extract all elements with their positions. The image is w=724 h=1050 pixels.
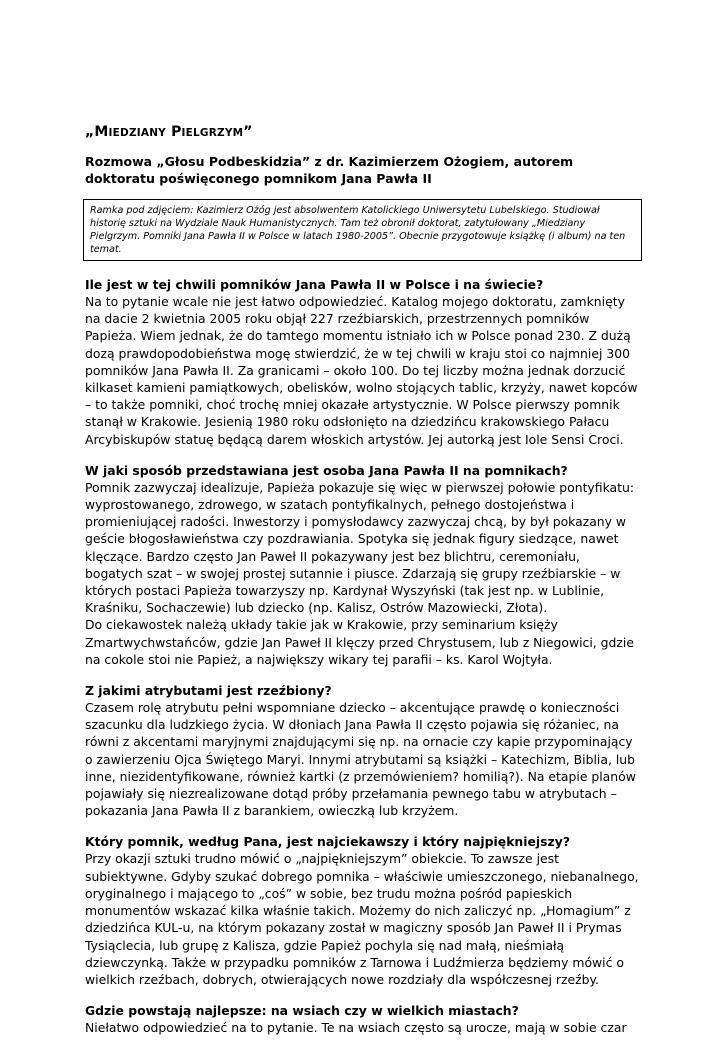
answer-paragraph: Pomnik zazwyczaj idealizuje, Papieża pokazuje się więc w pierwszej połowie pontyfikatu: wyprostowanego, zdrowego, w szatach pontyfikalnych, pełnego dostojeństwa i promieniującej radości. Inwestorzy i pomysłodawcy zazwyczaj chcą, by był pokazany w geście błogosławieństwa czy pozdrawiania. Spotyka się jednak figury siedzące, nawet klęczące. Bardzo często Jan Paweł II pokazywany jest bez blichtru, ceremoniału, bogatych szat – w swojej prostej sutannie i piusce. Zdarzają się grupy rzeźbiarskie – w których postaci Papieża towarzyszy np. Kardynał Wyszyński (tak jest np. w Lublinie, Kraśniku, Sochaczewie) lub dziecko (np. Kalisz, Ostrów Mazowiecki, Złota). <box>85 479 635 616</box>
answer-paragraph: Do ciekawostek należą układy takie jak w Krakowie, przy seminarium księży Zmartwychwstańców, gdzie Jan Paweł II klęczy przed Chrystusem, lub z Niegowici, gdzie na cokole stoi nie Papież, a największy wikary tej parafii – ks. Karol Wojtyła. <box>85 617 634 667</box>
photo-caption-box: Ramka pod zdjęciem: Kazimierz Ożóg jest absolwentem Katolickiego Uniwersytetu Lubelskiego. Studiował historię sztuki na Wydziale Nauk Humanistycznych. Tam też obronił doktorat, zatytułowany „Miedziany Pielgrzym. Pomniki Jana Pawła II w Polsce w latach 1980-2005”. Obecnie przygotowuje książkę (i album) na ten temat. <box>83 199 642 261</box>
question: Ile jest w tej chwili pomników Jana Pawła II w Polsce i na świecie? <box>85 277 544 292</box>
question: Z jakimi atrybutami jest rzeźbiony? <box>85 683 332 699</box>
article-subtitle: Rozmowa „Głosu Podbeskidzia” z dr. Kazimierzem Ożogiem, autorem doktoratu poświęconego pomnikom Jana Pawła II <box>85 154 574 186</box>
title-open-quote: „ <box>85 124 95 140</box>
article <box>85 124 640 1050</box>
title-word1-rest: IEDZIANY <box>108 127 166 139</box>
answer-paragraph: Niełatwo odpowiedzieć na to pytanie. Te na wsiach często są urocze, mają w sobie czar <box>85 1020 627 1036</box>
question: W jaki sposób przedstawiana jest osoba Jana Pawła II na pomnikach? <box>85 462 568 478</box>
article-title <box>85 124 640 140</box>
qa-section-2 <box>85 462 640 668</box>
title-word1-initial: M <box>94 124 109 140</box>
answer-paragraph: Przy okazji sztuki trudno mówić o „najpiękniejszym” obiekcie. To zawsze jest subiektywne. Gdyby szukać dobrego pomnika – właściwie umieszczonego, niebanalnego, oryginalnego i mającego to „coś” w sobie, bez trudu można pośród papieskich monumentów wskazać kilka właśnie takich. Możemy do nich zaliczyć np. „Homagium” z dziedzińca KUL-u, na którym pokazany został w magiczny sposób Jan Paweł II i Prymas Tysiąclecia, lub grupę z Kalisza, gdzie Papież pochyla się nad małą, nieśmiałą dziewczynką. Także w przypadku pomników z Tarnowa i Ludźmierza będziemy mówić o wielkich rzeźbach, dobrych, otwierających nowe rozdziały dla współczesnej rzeźby. <box>85 851 639 987</box>
answer-paragraph: Na to pytanie wcale nie jest łatwo odpowiedzieć. Katalog mojego doktoratu, zamknięty na dacie 2 kwietnia 2005 roku objął 227 rzeźbiarskich, przestrzennych pomników Papieża. Wiem jednak, że do tamtego momentu istniało ich w Polsce ponad 230. Z dużą dozą prawdopodobieństwa mogę stwierdzić, że w tej chwili w kraju stoi co najmniej 300 pomników Jana Pawła II. Za granicami – około 100. Do tej liczby można jednak dorzucić kilkaset kamieni pamiątkowych, obelisków, wolno stojących tablic, krzyży, nawet kopców – to także pomniki, choć trochę mniej okazałe artystycznie. W Polsce pierwszy pomnik stanął w Krakowie. Jesienią 1980 roku odsłonięto na dziedzińcu krakowskiego Pałacu Arcybiskupów statuę będącą darem włoskich artystów. Jej autorką jest Iole Sensi Croci. <box>85 294 638 447</box>
title-word2-rest: IELGRZYM <box>181 127 244 139</box>
question: Gdzie powstają najlepsze: na wsiach czy w wielkich miastach? <box>85 1003 519 1019</box>
title-word2-initial: P <box>171 124 182 140</box>
answer-paragraph: Czasem rolę atrybutu pełni wspomniane dziecko – akcentujące prawdę o konieczności szacunku dla ludzkiego życia. W dłoniach Jana Pawła II często pojawia się różaniec, na równi z akcentami maryjnymi znajdującymi się np. na ornacie czy kapie przypominający o zawierzeniu Ojca Świętego Maryi. Innymi atrybutami są książki – Katechizm, Biblia, lub inne, niezidentyfikowane, również kartki (z przemówieniem? homilią?). Na etapie planów pojawiały się niezrealizowane dotąd próby przełamania pewnego tabu w atrybutach – pokazania Jana Pawła II z barankiem, owieczką lub krzyżem. <box>85 700 636 819</box>
qa-section-3 <box>85 682 640 819</box>
qa-section-4 <box>85 833 640 988</box>
qa-section-5 <box>85 1002 640 1036</box>
title-close-quote: ” <box>243 124 253 140</box>
qa-section-1 <box>85 276 640 448</box>
question: Który pomnik, według Pana, jest najciekawszy i który najpiękniejszy? <box>85 834 571 850</box>
